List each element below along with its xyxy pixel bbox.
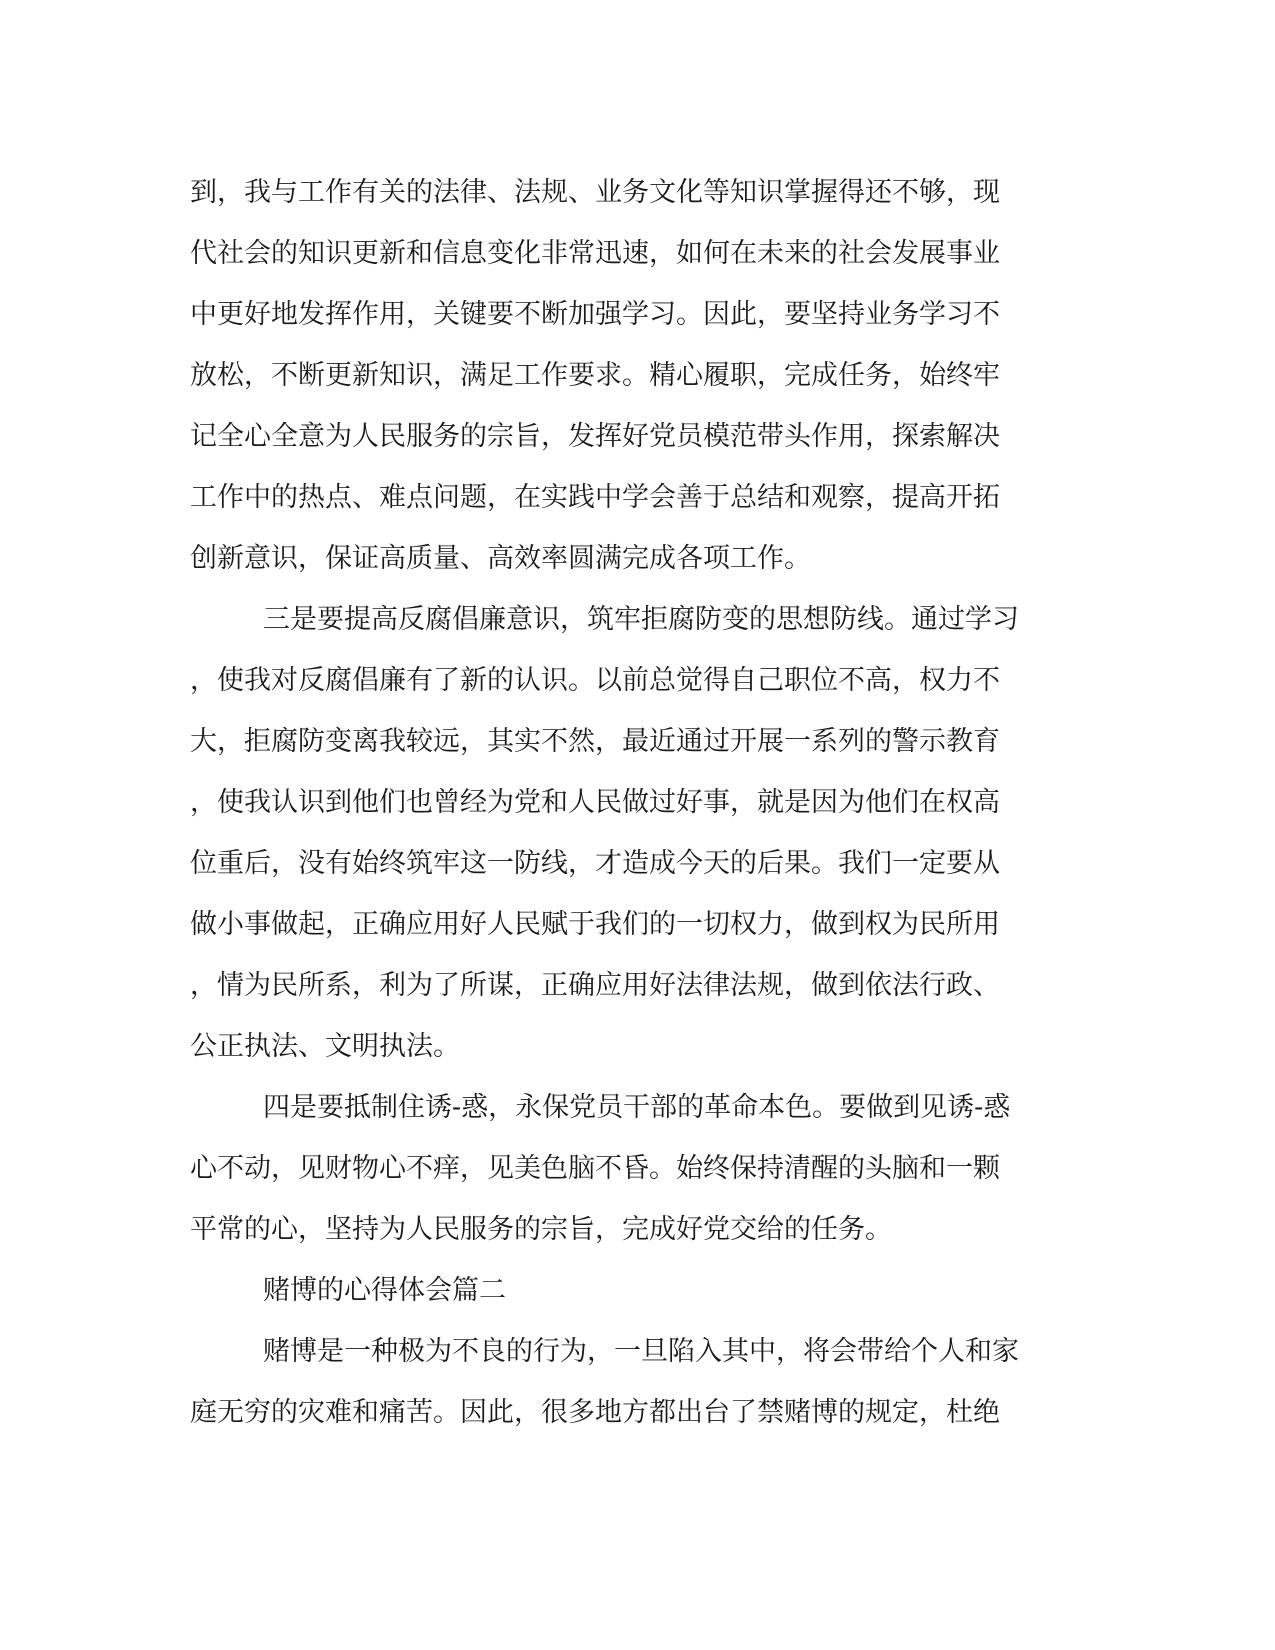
text-line: ，使我认识到他们也曾经为党和人民做过好事，就是因为他们在权高 bbox=[190, 787, 1000, 818]
text-line: 大，拒腐防变离我较远，其实不然，最近通过开展一系列的警示教育 bbox=[190, 726, 1000, 757]
text-line: 公正执法、文明执法。 bbox=[190, 1031, 460, 1062]
text-line: 创新意识，保证高质量、高效率圆满完成各项工作。 bbox=[190, 543, 811, 574]
text-line: 中更好地发挥作用，关键要不断加强学习。因此，要坚持业务学习不 bbox=[190, 299, 1000, 330]
document-body bbox=[190, 162, 1090, 1443]
text-line: ，使我对反腐倡廉有了新的认识。以前总觉得自己职位不高，权力不 bbox=[190, 665, 1000, 696]
text-line: ，情为民所系，利为了所谋，正确应用好法律法规，做到依法行政、 bbox=[190, 970, 1000, 1001]
text-line: 位重后，没有始终筑牢这一防线，才造成今天的后果。我们一定要从 bbox=[190, 848, 1000, 879]
text-line: 平常的心，坚持为人民服务的宗旨，完成好党交给的任务。 bbox=[190, 1214, 892, 1245]
paragraph-first-line: 四是要抵制住诱-惑，永保党员干部的革命本色。要做到见诱-惑 bbox=[263, 1092, 1011, 1123]
text-line: 心不动，见财物心不痒，见美色脑不昏。始终保持清醒的头脑和一颗 bbox=[190, 1153, 1000, 1184]
text-line: 记全心全意为人民服务的宗旨，发挥好党员模范带头作用，探索解决 bbox=[190, 421, 1000, 452]
text-line: 到，我与工作有关的法律、法规、业务文化等知识掌握得还不够，现 bbox=[190, 177, 1000, 208]
text-line: 工作中的热点、难点问题，在实践中学会善于总结和观察，提高开拓 bbox=[190, 482, 1000, 513]
text-line: 庭无穷的灾难和痛苦。因此，很多地方都出台了禁赌博的规定，杜绝 bbox=[190, 1397, 1000, 1428]
text-line: 代社会的知识更新和信息变化非常迅速，如何在未来的社会发展事业 bbox=[190, 238, 1000, 269]
paragraph-first-line: 三是要提高反腐倡廉意识，筑牢拒腐防变的思想防线。通过学习 bbox=[263, 604, 1019, 635]
text-line: 做小事做起，正确应用好人民赋于我们的一切权力，做到权为民所用 bbox=[190, 909, 1000, 940]
paragraph-first-line: 赌博的心得体会篇二 bbox=[263, 1275, 506, 1306]
paragraph-first-line: 赌博是一种极为不良的行为，一旦陷入其中，将会带给个人和家 bbox=[263, 1336, 1019, 1367]
text-line: 放松，不断更新知识，满足工作要求。精心履职，完成任务，始终牢 bbox=[190, 360, 1000, 391]
